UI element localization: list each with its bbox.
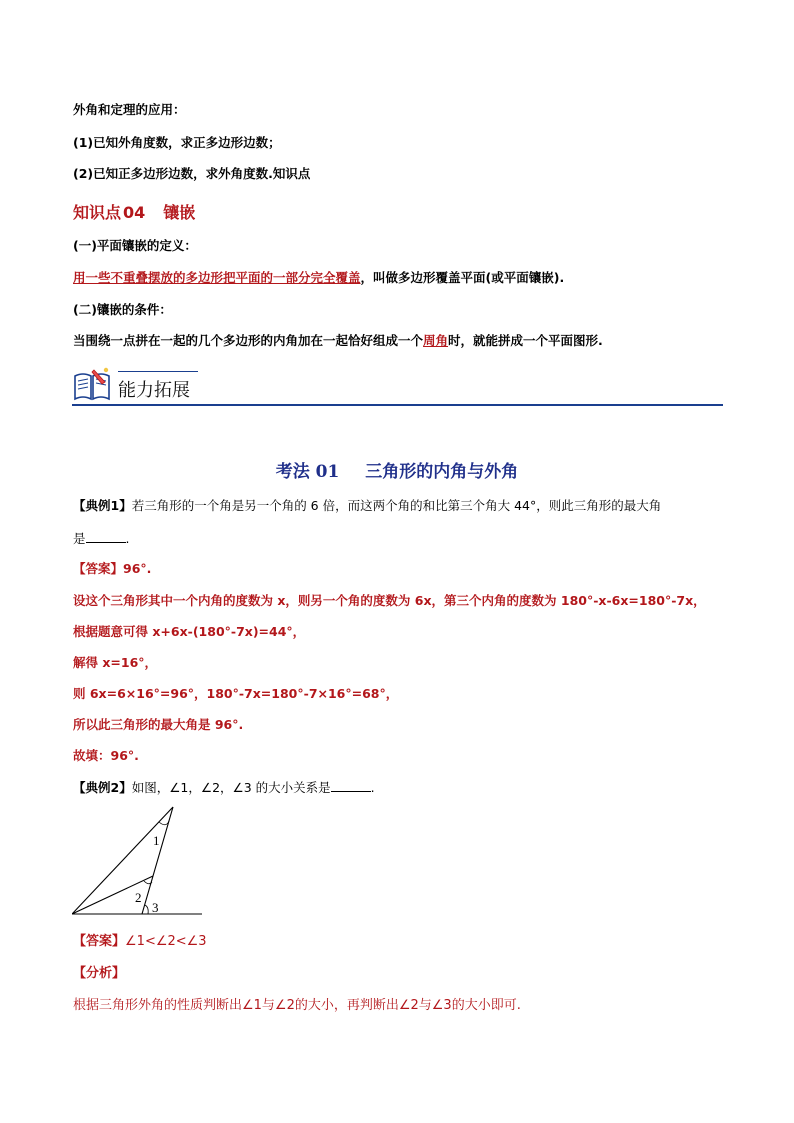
example-1-question: 【典例1】若三角形的一个角是另一个角的 6 倍，而这两个角的和比第三个角大 44°，则此三角形的最大角 bbox=[73, 498, 662, 513]
angle-label-3: 3 bbox=[152, 900, 159, 915]
banner-divider bbox=[72, 404, 723, 406]
example-2-answer: 【答案】∠1<∠2<∠3 bbox=[73, 934, 207, 949]
example-1-answer-value: 96°. bbox=[123, 561, 152, 576]
triangle-figure bbox=[72, 806, 204, 918]
knowledge-point-number: 04 bbox=[123, 203, 146, 222]
example-2-answer-value: ∠1<∠2<∠3 bbox=[125, 934, 207, 949]
banner-top-line bbox=[118, 371, 198, 372]
solution-line: 故填：96°. bbox=[73, 748, 139, 763]
solution-line: 所以此三角形的最大角是 96°. bbox=[73, 717, 244, 732]
angle-label-1: 1 bbox=[153, 833, 160, 848]
intro-item-1: (1)已知外角度数，求正多边形边数； bbox=[73, 135, 281, 150]
section-banner-title: 能力拓展 bbox=[118, 380, 190, 401]
condition-key-term: 周角 bbox=[423, 333, 449, 348]
example-2-question: 【典例2】如图，∠1，∠2，∠3 的大小关系是 . bbox=[73, 780, 375, 795]
definition-rest: ，叫做多边形覆盖平面(或平面镶嵌). bbox=[360, 270, 565, 285]
definition-key-phrase: 用一些不重叠摆放的多边形把平面的一部分完全覆盖 bbox=[73, 270, 361, 285]
method-number: 01 bbox=[315, 462, 340, 482]
knowledge-point-label: 知识点 bbox=[73, 203, 122, 222]
example-2-tag: 【典例2】 bbox=[73, 780, 132, 795]
example-1-answer: 【答案】96°. bbox=[73, 561, 152, 576]
solution-line: 解得 x=16°， bbox=[73, 655, 158, 670]
definition-text bbox=[73, 270, 564, 286]
condition-text: 当围绕一点拼在一起的几个多边形的内角加在一起恰好组成一个周角时，就能拼成一个平面图形. bbox=[73, 333, 603, 348]
example-1-question-cont: 是 . bbox=[73, 531, 130, 546]
method-name: 三角形的内角与外角 bbox=[365, 462, 519, 482]
section-banner bbox=[72, 366, 723, 408]
method-title: 考法 01 三角形的内角与外角 bbox=[275, 462, 519, 482]
answer-blank[interactable] bbox=[331, 779, 371, 792]
angle-label-2: 2 bbox=[135, 890, 142, 905]
knowledge-point-name: 镶嵌 bbox=[163, 203, 196, 222]
condition-heading: (二)镶嵌的条件： bbox=[73, 302, 172, 317]
open-book-icon bbox=[72, 366, 112, 404]
answer-blank[interactable] bbox=[86, 530, 126, 543]
example-1-tag: 【典例1】 bbox=[73, 498, 132, 513]
example-2-analysis-tag: 【分析】 bbox=[73, 966, 126, 981]
intro-item-2: (2)已知正多边形边数，求外角度数.知识点 bbox=[73, 166, 311, 181]
solution-line: 则 6x=6×16°=96°，180°-7x=180°-7×16°=68°， bbox=[73, 686, 399, 701]
solution-line: 设这个三角形其中一个内角的度数为 x，则另一个角的度数为 6x，第三个内角的度数为 180°-x-6x=180°-7x， bbox=[73, 593, 706, 608]
intro-heading: 外角和定理的应用： bbox=[73, 102, 186, 117]
example-2-analysis: 根据三角形外角的性质判断出∠1与∠2的大小，再判断出∠2与∠3的大小即可. bbox=[73, 998, 521, 1013]
definition-heading: (一)平面镶嵌的定义： bbox=[73, 238, 197, 253]
solution-line: 根据题意可得 x+6x-(180°-7x)=44°， bbox=[73, 624, 306, 639]
knowledge-point-title bbox=[73, 200, 195, 223]
